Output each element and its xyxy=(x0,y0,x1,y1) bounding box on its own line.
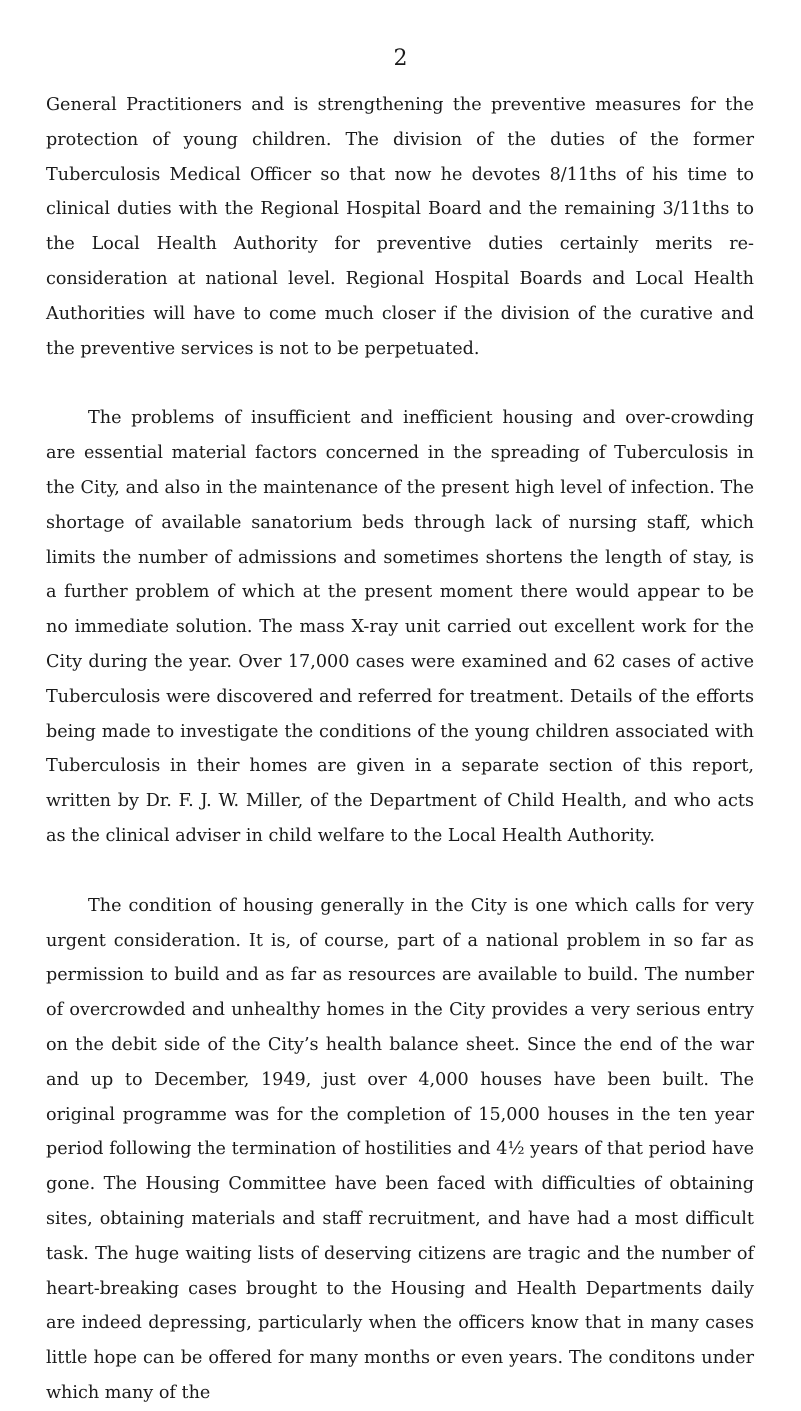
paragraph-housing-tuberculosis: The problems of insufficient and inefficient housing and over-crowding are essential material factors concerned in the spreading of Tuberculosis in the City, and also in the maintenance of the present high level of infection. The shortage of available sanatorium beds through lack of nursing staff, which limits the number of admissions and sometimes shortens the length of stay, is a further problem of which at the present moment there would appear to be no immediate solution. The mass X-ray unit carried out excellent work for the City during the year. Over 17,000 cases were examined and 62 cases of active Tuberculosis were discovered and referred for treatment. Details of the efforts being made to investigate the conditions of the young children associated with Tuberculosis in their homes are given in a separate section of this report, written by Dr. F. J. W. Miller, of the Department of Child Health, and who acts as the clinical adviser in child welfare to the Local Health Authority. xyxy=(46,408,754,846)
paragraph-housing-condition: The condition of housing generally in the City is one which calls for very urgent consideration. It is, of course, part of a national problem in so far as permission to build and as far as resources are available to build. The number of overcrowded and unhealthy homes in the City provides a very serious entry on the debit side of the City’s health balance sheet. Since the end of the war and up to December, 1949, just over 4,000 houses have been built. The original programme was for the completion of 15,000 houses in the ten year period following the termination of hostilities and 4½ years of that period have gone. The Housing Committee have been faced with difficulties of obtaining sites, obtaining materials and staff recruitment, and have had a most difficult task. The huge waiting lists of deserving citizens are tragic and the number of heart-breaking cases brought to the Housing and Health Departments daily are indeed depressing, particularly when the officers know that in many cases little hope can be offered for many months or even years. The conditons under which many of the xyxy=(46,895,754,1403)
page-body xyxy=(46,88,754,1411)
page-number: 2 xyxy=(393,46,408,71)
paragraph-continuation: General Practitioners and is strengthening the preventive measures for the protection of young children. The division of the duties of the former Tuberculosis Medical Officer so that now he devotes 8/11ths of his time to clinical duties with the Regional Hospital Board and the remaining 3/11ths to the Local Health Authority for preventive duties certainly merits re-consideration at national level. Regional Hospital Boards and Local Health Authorities will have to come much closer if the division of the curative and the preventive services is not to be perpetuated. xyxy=(46,95,754,359)
